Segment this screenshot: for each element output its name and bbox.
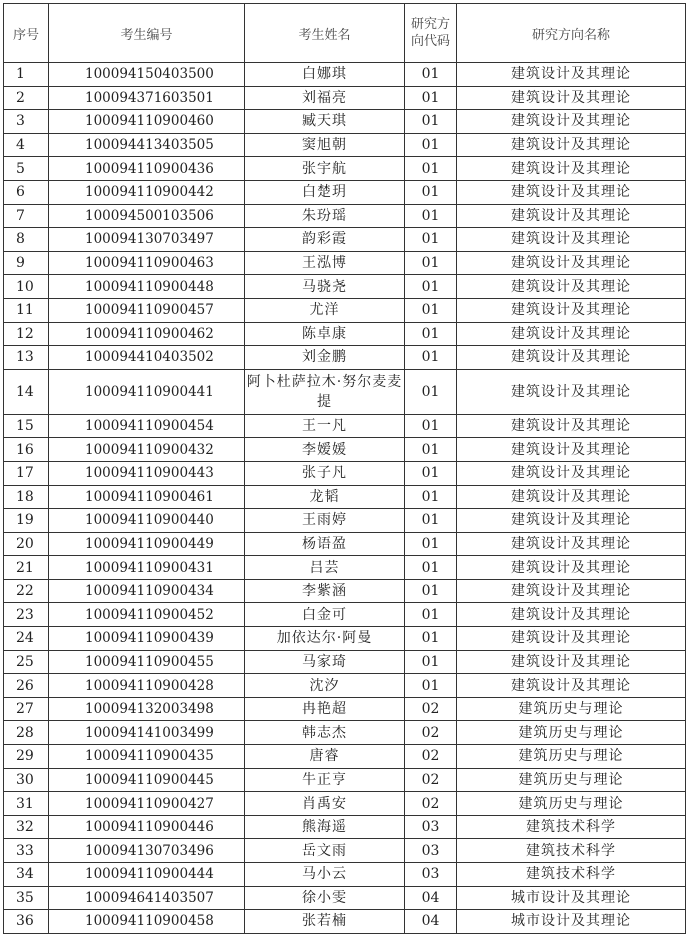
row-direction-name: 建筑设计及其理论 (457, 346, 686, 370)
row-direction-code: 02 (405, 697, 457, 721)
row-direction-name: 建筑设计及其理论 (457, 603, 686, 627)
row-direction-name: 建筑设计及其理论 (457, 110, 686, 134)
row-direction-code: 04 (405, 886, 457, 910)
row-exam-id: 100094110900427 (49, 792, 245, 816)
row-index: 16 (4, 438, 49, 462)
row-direction-code: 01 (405, 627, 457, 651)
row-index: 20 (4, 532, 49, 556)
table-row (4, 674, 686, 698)
row-direction-name: 建筑设计及其理论 (457, 556, 686, 580)
row-direction-name: 建筑设计及其理论 (457, 485, 686, 509)
row-index: 27 (4, 697, 49, 721)
row-name: 陈卓康 (245, 322, 405, 346)
row-exam-id: 100094410403502 (49, 346, 245, 370)
row-name: 马家琦 (245, 650, 405, 674)
row-exam-id: 100094110900461 (49, 485, 245, 509)
row-direction-code: 01 (405, 438, 457, 462)
table-row (4, 721, 686, 745)
table-row (4, 228, 686, 252)
header-direction-code (405, 4, 457, 63)
row-direction-name: 建筑设计及其理论 (457, 228, 686, 252)
row-exam-id: 100094110900460 (49, 110, 245, 134)
row-direction-name: 建筑历史与理论 (457, 721, 686, 745)
row-index: 8 (4, 228, 49, 252)
row-direction-code: 03 (405, 839, 457, 863)
row-direction-code: 02 (405, 721, 457, 745)
table-row (4, 839, 686, 863)
row-direction-code: 01 (405, 298, 457, 322)
table-row (4, 251, 686, 275)
row-exam-id: 100094110900463 (49, 251, 245, 275)
row-index: 14 (4, 369, 49, 414)
row-exam-id: 100094110900448 (49, 275, 245, 299)
row-index: 6 (4, 180, 49, 204)
row-name: 韵彩霞 (245, 228, 405, 252)
table-row (4, 650, 686, 674)
row-direction-name: 建筑设计及其理论 (457, 86, 686, 110)
row-direction-code: 01 (405, 110, 457, 134)
row-direction-code: 01 (405, 204, 457, 228)
row-index: 19 (4, 509, 49, 533)
row-direction-name: 建筑设计及其理论 (457, 509, 686, 533)
table-row (4, 485, 686, 509)
row-direction-name: 建筑设计及其理论 (457, 532, 686, 556)
row-name: 加依达尔·阿曼 (245, 627, 405, 651)
table-row (4, 369, 686, 414)
row-direction-code: 01 (405, 369, 457, 414)
row-direction-code: 01 (405, 414, 457, 438)
row-exam-id: 100094130703497 (49, 228, 245, 252)
table-row (4, 603, 686, 627)
header-name: 考生姓名 (245, 4, 405, 63)
row-direction-code: 01 (405, 86, 457, 110)
row-direction-code: 01 (405, 579, 457, 603)
row-index: 33 (4, 839, 49, 863)
table-row (4, 863, 686, 887)
row-direction-name: 城市设计及其理论 (457, 910, 686, 934)
row-index: 12 (4, 322, 49, 346)
table-row (4, 792, 686, 816)
row-exam-id: 100094641403507 (49, 886, 245, 910)
row-exam-id: 100094110900431 (49, 556, 245, 580)
row-direction-name: 建筑设计及其理论 (457, 322, 686, 346)
row-index: 23 (4, 603, 49, 627)
row-exam-id: 100094110900434 (49, 579, 245, 603)
row-exam-id: 100094110900440 (49, 509, 245, 533)
row-direction-code: 01 (405, 251, 457, 275)
row-exam-id: 100094132003498 (49, 697, 245, 721)
row-index: 2 (4, 86, 49, 110)
row-direction-code: 01 (405, 650, 457, 674)
table-row (4, 322, 686, 346)
row-name: 吕芸 (245, 556, 405, 580)
table-row (4, 768, 686, 792)
row-exam-id: 100094150403500 (49, 63, 245, 87)
row-direction-name: 建筑技术科学 (457, 863, 686, 887)
table-row (4, 110, 686, 134)
row-name: 李紫涵 (245, 579, 405, 603)
row-name: 王一凡 (245, 414, 405, 438)
row-direction-name: 建筑设计及其理论 (457, 204, 686, 228)
row-index: 24 (4, 627, 49, 651)
row-index: 28 (4, 721, 49, 745)
row-name: 张子凡 (245, 461, 405, 485)
table-body (4, 63, 686, 934)
row-direction-code: 01 (405, 485, 457, 509)
row-exam-id: 100094110900444 (49, 863, 245, 887)
row-index: 3 (4, 110, 49, 134)
table-row (4, 627, 686, 651)
row-exam-id: 100094110900432 (49, 438, 245, 462)
row-direction-code: 01 (405, 556, 457, 580)
row-name: 刘金鹏 (245, 346, 405, 370)
row-exam-id: 100094110900443 (49, 461, 245, 485)
row-exam-id: 100094141003499 (49, 721, 245, 745)
table-row (4, 346, 686, 370)
row-name: 王雨婷 (245, 509, 405, 533)
row-exam-id: 100094130703496 (49, 839, 245, 863)
row-direction-name: 建筑设计及其理论 (457, 298, 686, 322)
row-exam-id: 100094110900442 (49, 180, 245, 204)
row-name: 张若楠 (245, 910, 405, 934)
row-direction-code: 01 (405, 346, 457, 370)
row-direction-name: 建筑设计及其理论 (457, 414, 686, 438)
row-index: 34 (4, 863, 49, 887)
row-direction-name: 建筑设计及其理论 (457, 369, 686, 414)
row-name: 肖禹安 (245, 792, 405, 816)
row-direction-name: 建筑历史与理论 (457, 745, 686, 769)
row-index: 9 (4, 251, 49, 275)
table-row (4, 815, 686, 839)
row-name: 冉艳超 (245, 697, 405, 721)
row-direction-name: 建筑设计及其理论 (457, 63, 686, 87)
row-exam-id: 100094110900445 (49, 768, 245, 792)
table-row (4, 133, 686, 157)
admission-table (3, 3, 686, 934)
row-direction-code: 01 (405, 180, 457, 204)
row-name: 杨语盈 (245, 532, 405, 556)
row-index: 36 (4, 910, 49, 934)
row-direction-name: 建筑历史与理论 (457, 768, 686, 792)
table-row (4, 745, 686, 769)
row-index: 1 (4, 63, 49, 87)
row-exam-id: 100094110900457 (49, 298, 245, 322)
row-direction-code: 01 (405, 275, 457, 299)
row-direction-code: 01 (405, 228, 457, 252)
table-row (4, 298, 686, 322)
row-direction-name: 建筑技术科学 (457, 815, 686, 839)
row-index: 13 (4, 346, 49, 370)
row-index: 32 (4, 815, 49, 839)
row-name: 李嫒媛 (245, 438, 405, 462)
row-direction-code: 01 (405, 674, 457, 698)
row-name: 白金可 (245, 603, 405, 627)
row-direction-name: 建筑历史与理论 (457, 697, 686, 721)
row-name: 熊海遥 (245, 815, 405, 839)
row-index: 11 (4, 298, 49, 322)
row-index: 15 (4, 414, 49, 438)
row-index: 5 (4, 157, 49, 181)
row-direction-code: 01 (405, 509, 457, 533)
table-row (4, 86, 686, 110)
table-row (4, 556, 686, 580)
row-direction-code: 01 (405, 532, 457, 556)
row-exam-id: 100094110900452 (49, 603, 245, 627)
row-name: 岳文雨 (245, 839, 405, 863)
row-exam-id: 100094110900458 (49, 910, 245, 934)
table-row (4, 532, 686, 556)
row-index: 35 (4, 886, 49, 910)
row-index: 22 (4, 579, 49, 603)
row-index: 29 (4, 745, 49, 769)
table-row (4, 275, 686, 299)
row-direction-code: 01 (405, 157, 457, 181)
row-index: 18 (4, 485, 49, 509)
row-direction-code: 04 (405, 910, 457, 934)
row-exam-id: 100094110900454 (49, 414, 245, 438)
row-exam-id: 100094110900428 (49, 674, 245, 698)
row-exam-id: 100094110900449 (49, 532, 245, 556)
row-name: 臧天琪 (245, 110, 405, 134)
table-row (4, 697, 686, 721)
row-index: 26 (4, 674, 49, 698)
row-name: 马小云 (245, 863, 405, 887)
row-exam-id: 100094110900435 (49, 745, 245, 769)
table-row (4, 886, 686, 910)
row-name: 白娜琪 (245, 63, 405, 87)
row-exam-id: 100094110900439 (49, 627, 245, 651)
row-direction-name: 建筑设计及其理论 (457, 251, 686, 275)
row-direction-name: 建筑设计及其理论 (457, 674, 686, 698)
row-name: 唐睿 (245, 745, 405, 769)
row-index: 25 (4, 650, 49, 674)
header-row (4, 4, 686, 63)
row-direction-code: 01 (405, 603, 457, 627)
row-exam-id: 100094413403505 (49, 133, 245, 157)
row-direction-name: 建筑设计及其理论 (457, 579, 686, 603)
row-direction-code: 03 (405, 863, 457, 887)
row-direction-code: 02 (405, 745, 457, 769)
row-name: 牛正亨 (245, 768, 405, 792)
row-exam-id: 100094110900462 (49, 322, 245, 346)
table-row (4, 180, 686, 204)
row-direction-name: 建筑设计及其理论 (457, 438, 686, 462)
row-exam-id: 100094110900441 (49, 369, 245, 414)
row-index: 10 (4, 275, 49, 299)
row-name: 窦旭朝 (245, 133, 405, 157)
row-direction-name: 建筑技术科学 (457, 839, 686, 863)
row-exam-id: 100094371603501 (49, 86, 245, 110)
row-name: 徐小雯 (245, 886, 405, 910)
table-row (4, 157, 686, 181)
row-index: 31 (4, 792, 49, 816)
row-name: 沈汐 (245, 674, 405, 698)
row-name: 张宇航 (245, 157, 405, 181)
table-row (4, 509, 686, 533)
row-direction-code: 01 (405, 461, 457, 485)
row-direction-code: 03 (405, 815, 457, 839)
row-name: 阿卜杜萨拉木·努尔麦麦提 (245, 369, 405, 414)
row-name: 马骁尧 (245, 275, 405, 299)
row-direction-name: 建筑设计及其理论 (457, 180, 686, 204)
row-name: 尤洋 (245, 298, 405, 322)
table-row (4, 461, 686, 485)
table-row (4, 438, 686, 462)
row-exam-id: 100094110900446 (49, 815, 245, 839)
row-name: 刘福亮 (245, 86, 405, 110)
table-row (4, 579, 686, 603)
row-name: 龙韬 (245, 485, 405, 509)
header-direction-name: 研究方向名称 (457, 4, 686, 63)
row-index: 30 (4, 768, 49, 792)
row-direction-name: 建筑设计及其理论 (457, 157, 686, 181)
row-direction-code: 01 (405, 63, 457, 87)
row-direction-code: 02 (405, 768, 457, 792)
table-row (4, 414, 686, 438)
row-index: 4 (4, 133, 49, 157)
row-name: 韩志杰 (245, 721, 405, 745)
row-direction-name: 建筑设计及其理论 (457, 461, 686, 485)
row-direction-name: 城市设计及其理论 (457, 886, 686, 910)
row-exam-id: 100094110900436 (49, 157, 245, 181)
row-exam-id: 100094110900455 (49, 650, 245, 674)
row-index: 21 (4, 556, 49, 580)
row-direction-name: 建筑设计及其理论 (457, 275, 686, 299)
row-direction-name: 建筑设计及其理论 (457, 133, 686, 157)
header-direction-code-label: 研究方向代码 (410, 17, 450, 49)
row-direction-name: 建筑设计及其理论 (457, 650, 686, 674)
row-exam-id: 100094500103506 (49, 204, 245, 228)
table-row (4, 910, 686, 934)
row-direction-code: 01 (405, 133, 457, 157)
table-row (4, 204, 686, 228)
row-index: 17 (4, 461, 49, 485)
row-direction-code: 01 (405, 322, 457, 346)
row-direction-code: 02 (405, 792, 457, 816)
table-header (4, 4, 686, 63)
table-row (4, 63, 686, 87)
row-name: 王泓博 (245, 251, 405, 275)
row-direction-name: 建筑历史与理论 (457, 792, 686, 816)
row-index: 7 (4, 204, 49, 228)
row-name: 白楚玥 (245, 180, 405, 204)
row-direction-name: 建筑设计及其理论 (457, 627, 686, 651)
row-name: 朱玢瑶 (245, 204, 405, 228)
header-index: 序号 (4, 4, 49, 63)
header-exam-id: 考生编号 (49, 4, 245, 63)
